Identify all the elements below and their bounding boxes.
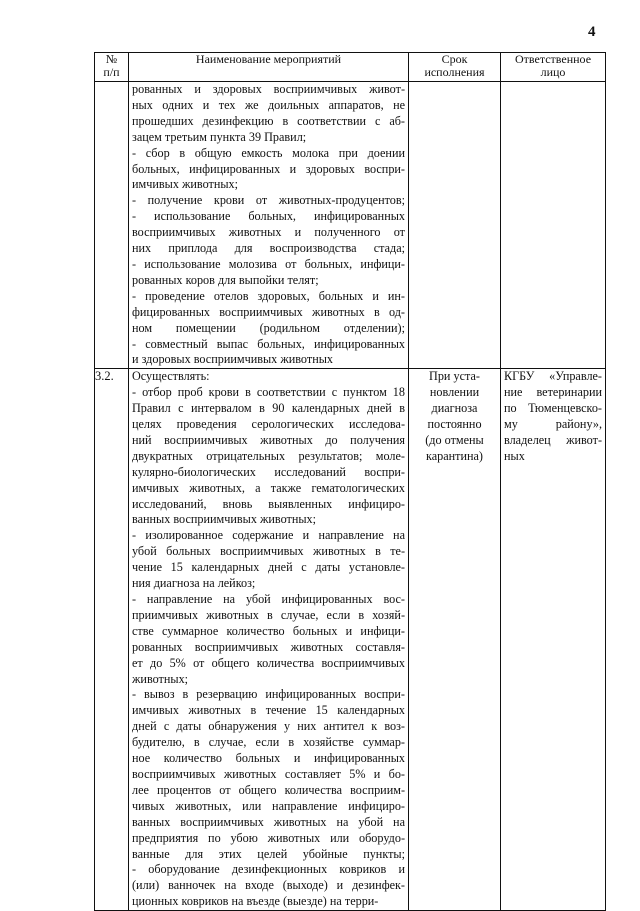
text-line: ния диагноза на лейкоз; bbox=[132, 576, 256, 591]
text-line: прошедших дезинфекцию в соответствии с аб- bbox=[132, 113, 405, 128]
table-row bbox=[95, 82, 606, 369]
text-line: имчивых животных в течение 15 календарных bbox=[132, 703, 405, 718]
responsible-line: ных bbox=[504, 448, 525, 463]
text-line: - использование молозива от больных, инфици- bbox=[132, 256, 405, 271]
term-text bbox=[409, 369, 500, 464]
responsible-line: по Тюменцевско- bbox=[504, 401, 602, 416]
text-line: предприятия по убою животных или оборудо- bbox=[132, 830, 405, 845]
text-line: ванные для этих целей убойные пункты; bbox=[132, 846, 405, 861]
term-line: карантина) bbox=[425, 448, 483, 463]
text-line: - проведение отелов здоровых, больных и ин- bbox=[132, 288, 405, 303]
table-row bbox=[95, 369, 606, 911]
text-line: ванных восприимчивых животных; bbox=[132, 512, 317, 527]
text-line: ет до 5% от общего количества восприимчивых bbox=[132, 655, 405, 670]
measures-cell bbox=[129, 82, 409, 369]
text-line: восприимчивых животных и полученного от bbox=[132, 225, 405, 240]
term-cell bbox=[409, 82, 501, 369]
text-line: - направление на убой инфицированных вос- bbox=[132, 592, 405, 606]
text-line: - сбор в общую емкость молока при доении bbox=[132, 145, 405, 160]
text-line: рованных коров для выпойки телят; bbox=[132, 272, 319, 287]
text-line: Осуществлять: bbox=[132, 369, 210, 384]
responsible-line: владелец живот- bbox=[504, 432, 602, 447]
measures-text bbox=[129, 82, 408, 368]
row-number bbox=[95, 82, 129, 369]
text-line: ных одних и тех же доильных аппаратов, не bbox=[132, 97, 405, 112]
text-line: - изолированное содержание и направление на bbox=[132, 528, 405, 543]
text-line: исследований, вновь выявленных инфициро- bbox=[132, 496, 405, 511]
responsible-line: му району», bbox=[504, 417, 602, 432]
text-line: убой больных восприимчивых животных в те- bbox=[132, 544, 405, 559]
text-line: (или) ванночек на входе (выходе) и дезинфек- bbox=[132, 878, 405, 893]
text-line: приимчивых животных в случае, если в хозяй- bbox=[132, 607, 405, 622]
text-line: больных, инфицированных и здоровых воспри- bbox=[132, 161, 405, 176]
text-line: рованных восприимчивых животных составля- bbox=[132, 639, 405, 654]
text-line: имчивых животных, а также гематологических bbox=[132, 480, 405, 495]
responsible-line: КГБУ «Управле- bbox=[504, 369, 602, 384]
term-line: постоянно bbox=[427, 417, 482, 432]
responsible-text bbox=[501, 369, 605, 464]
text-line: восприимчивых животных составляет 5% и бо- bbox=[132, 766, 405, 781]
text-line: рованных и здоровых восприимчивых живот- bbox=[132, 82, 405, 96]
term-cell bbox=[409, 369, 501, 911]
text-line: имчивых животных; bbox=[132, 177, 239, 192]
text-line: животных; bbox=[132, 671, 189, 686]
responsible-line: ние ветеринарии bbox=[504, 385, 602, 400]
text-line: - вывоз в резервацию инфицированных воспри- bbox=[132, 687, 405, 702]
measures-cell bbox=[129, 369, 409, 911]
term-line: (до отмены bbox=[425, 432, 484, 447]
text-line: ное количество больных и инфицированных bbox=[132, 751, 405, 766]
text-line: ном помещении (родильном отделении); bbox=[132, 320, 405, 335]
header-responsible: Ответственное лицо bbox=[501, 53, 606, 82]
text-line: кулярно-биологических исследований воспри- bbox=[132, 464, 405, 479]
text-line: стве суммарное количество больных и инфици- bbox=[132, 623, 405, 638]
text-line: чение 15 календарных дней с даты установле- bbox=[132, 560, 405, 575]
text-line: фицированных восприимчивых животных в од- bbox=[132, 304, 405, 319]
page-number: 4 bbox=[588, 24, 596, 40]
text-line: лее процентов от общего количества восприим- bbox=[132, 782, 405, 797]
text-line: ванных восприимчивых животных на убой на bbox=[132, 814, 405, 829]
term-line: При уста- bbox=[429, 369, 480, 384]
text-line: них приплода для воспроизводства стада; bbox=[132, 241, 405, 256]
text-line: целях проведения серологических исследова- bbox=[132, 417, 405, 432]
text-line: дней с даты обнаружения у них антител к воз- bbox=[132, 719, 405, 734]
header-term: Срок исполнения bbox=[409, 53, 501, 82]
text-line: - совместный выпас больных, инфицированных bbox=[132, 336, 405, 351]
header-measures: Наименование мероприятий bbox=[129, 53, 409, 82]
text-line: ционных ковриков на въезде (выезде) на терри- bbox=[132, 894, 379, 909]
measures-text bbox=[129, 369, 408, 910]
text-line: и здоровых восприимчивых животных bbox=[132, 352, 333, 367]
text-line: - получение крови от животных-продуцентов; bbox=[132, 193, 405, 208]
row-number: 3.2. bbox=[95, 369, 129, 911]
measures-table bbox=[94, 52, 606, 911]
text-line: двукратных отрицательных результатов; моле- bbox=[132, 448, 405, 463]
text-line: ний восприимчивых животных до получения bbox=[132, 432, 405, 447]
term-line: новлении bbox=[429, 385, 480, 400]
text-line: Правил с интервалом в 90 календарных дней в bbox=[132, 401, 405, 416]
text-line: чивых животных, или направление инфициро- bbox=[132, 798, 405, 813]
text-line: зацем третьим пункта 39 Правил; bbox=[132, 129, 307, 144]
header-number: № п/п bbox=[95, 53, 129, 82]
text-line: - отбор проб крови в соответствии с пунктом 18 bbox=[132, 385, 405, 400]
text-line: - оборудование дезинфекционных ковриков и bbox=[132, 862, 405, 877]
table-header-row bbox=[95, 53, 606, 82]
text-line: будителю, в случае, если в хозяйстве суммар- bbox=[132, 735, 405, 750]
text-line: - использование больных, инфицированных bbox=[132, 209, 405, 224]
responsible-cell bbox=[501, 82, 606, 369]
term-line: диагноза bbox=[431, 401, 478, 416]
responsible-cell bbox=[501, 369, 606, 911]
